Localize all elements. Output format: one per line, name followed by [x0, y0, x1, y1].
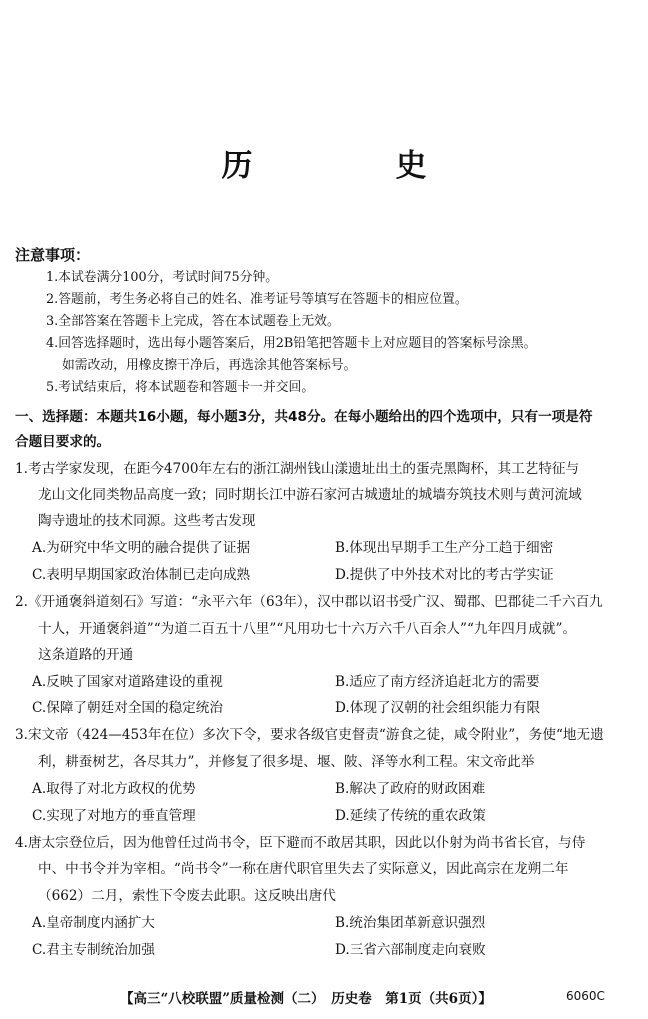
notice-item: 如需改动，用橡皮擦干净后，再选涂其他答案标号。 — [62, 358, 357, 373]
notice-item: 2.答题前，考生务必将自己的姓名、准考证号等填写在答题卡的相应位置。 — [46, 292, 468, 307]
question-2-stem: 2.《开通褒斜道刻石》写道：“永平六年（63年），汉中郡以诏书受广汉、蜀郡、巴郡徒二千六百九 — [15, 594, 603, 610]
question-4-stem: （662）二月，索性下令废去此职。这反映出唐代 — [38, 888, 336, 904]
notice-heading: 注意事项： — [15, 246, 91, 264]
question-1-stem: 龙山文化同类物品高度一致；同时期长江中游石家河古城遗址的城墙夯筑技术则与黄河流域 — [38, 487, 582, 503]
question-3-option-c: C.实现了对地方的垂直管理 — [32, 808, 196, 824]
question-2-stem: 这条道路的开通 — [38, 647, 134, 663]
question-3-stem: 3.宋文帝（424—453年在位）多次下令，要求各级官吏督责“游食之徒，咸令附业”，务使“地无遗 — [15, 727, 604, 743]
question-4-option-a: A.皇帝制度内涵扩大 — [32, 915, 155, 931]
question-2-option-c: C.保障了朝廷对全国的稳定统治 — [32, 700, 223, 716]
question-1-option-a: A.为研究中华文明的融合提供了证据 — [32, 540, 251, 556]
question-1-stem: 陶寺遗址的技术同源。这些考古发现 — [38, 513, 256, 529]
question-3-option-d: D.延续了传统的重农政策 — [335, 808, 486, 824]
question-4-stem: 中、中书令并为宰相。“尚书令”一称在唐代职官里失去了实际意义，因此高宗在龙朔二年 — [38, 861, 569, 877]
page-footer: 【高三“八校联盟”质量检测（二） 历史卷 第1页（共6页）】 — [120, 991, 492, 1007]
notice-item: 5.考试结束后，将本试题卷和答题卡一并交回。 — [46, 380, 315, 395]
section-heading-cont: 合题目要求的。 — [15, 434, 111, 450]
paper-code: 6060C — [566, 989, 605, 1003]
question-4-option-b: B.统治集团革新意识强烈 — [335, 915, 486, 931]
question-2-stem: 十人，开通褒斜道”“为道二百五十八里”“凡用功七十六万六千八百余人”“九年四月成就”。 — [38, 621, 577, 637]
question-3-option-a: A.取得了对北方政权的优势 — [32, 781, 196, 797]
question-1-option-c: C.表明早期国家政治体制已走向成熟 — [32, 567, 251, 583]
question-1-stem: 1.考古学家发现，在距今4700年左右的浙江湖州钱山漾遗址出土的蛋壳黑陶杯，其工艺特征与 — [15, 461, 580, 477]
section-heading: 一、选择题：本题共16小题，每小题3分，共48分。在每小题给出的四个选项中，只有一项是符 — [15, 409, 593, 425]
question-2-option-b: B.适应了南方经济追赶北方的需要 — [335, 674, 540, 690]
page-title: 历 史 — [221, 148, 483, 184]
notice-item: 1.本试卷满分100分，考试时间75分钟。 — [46, 270, 279, 285]
question-3-option-b: B.解决了政府的财政困难 — [335, 781, 486, 797]
question-2-option-a: A.反映了国家对道路建设的重视 — [32, 674, 223, 690]
question-1-option-d: D.提供了中外技术对比的考古学实证 — [335, 567, 554, 583]
notice-item: 3.全部答案在答题卡上完成，答在本试题卷上无效。 — [46, 314, 340, 329]
question-2-option-d: D.体现了汉朝的社会组织能力有限 — [335, 700, 541, 716]
question-1-option-b: B.体现出早期手工生产分工趋于细密 — [335, 540, 554, 556]
question-4-option-c: C.君主专制统治加强 — [32, 942, 155, 958]
question-4-option-d: D.三省六部制度走向衰败 — [335, 942, 486, 958]
question-4-stem: 4.唐太宗登位后，因为他曾任过尚书令，臣下避而不敢居其职，因此以仆射为尚书省长官，与侍 — [15, 835, 586, 851]
question-3-stem: 利，耕蚕树艺，各尽其力”，并修复了很多堤、堰、陂、泽等水利工程。宋文帝此举 — [38, 754, 535, 770]
notice-item: 4.回答选择题时，选出每小题答案后，用2B铅笔把答题卡上对应题目的答案标号涂黑。 — [46, 336, 537, 351]
